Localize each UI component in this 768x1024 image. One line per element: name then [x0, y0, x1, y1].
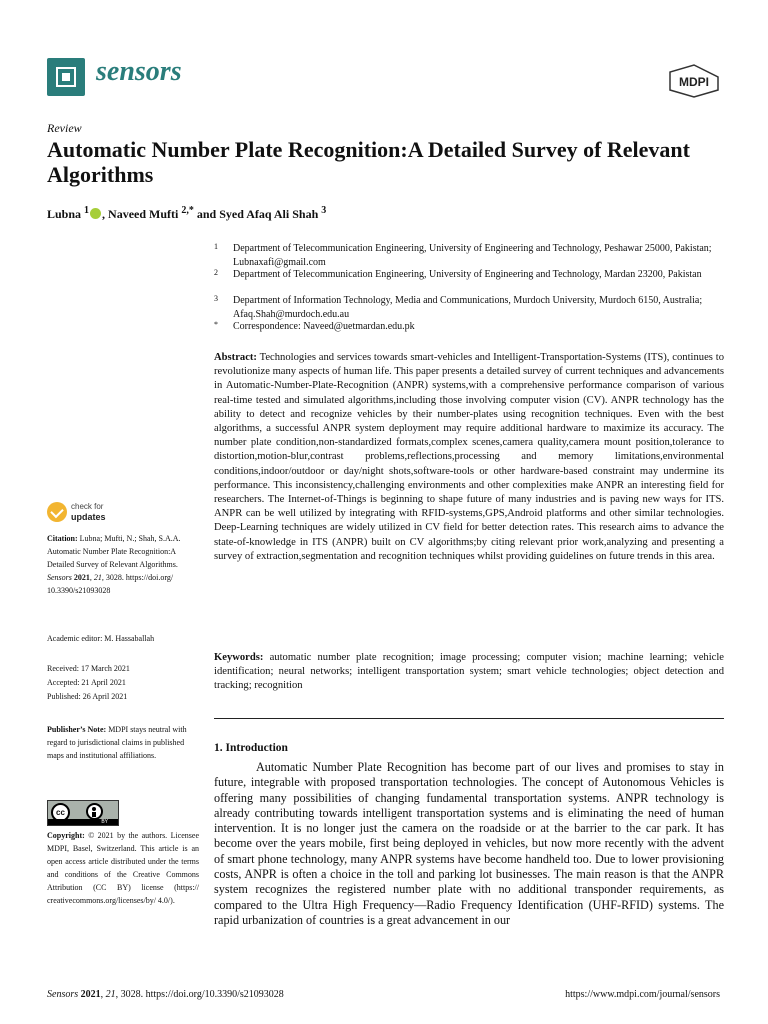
citation-year: 2021 [73, 573, 90, 582]
footer-doi-link[interactable]: , 3028. https://doi.org/10.3390/s21093028 [115, 989, 284, 1000]
journal-name: sensors [96, 56, 182, 87]
accepted-date: Accepted: 21 April 2021 [47, 678, 126, 687]
affiliation-mark: 1 [214, 242, 218, 251]
orcid-icon[interactable] [90, 208, 101, 219]
footer-journal-url[interactable]: https://www.mdpi.com/journal/sensors [565, 989, 720, 1000]
author-sup: 1 [84, 205, 90, 216]
mdpi-logo [668, 64, 720, 98]
section-heading: 1. Introduction [214, 742, 288, 754]
keywords-text: automatic number plate recognition; image processing; computer vision; machine learning; vehicle identification; neural networks; intelligent transportation system; smart vehicle technologies; object detection and tracking; recognition [214, 652, 724, 692]
affiliation-mark: 2 [214, 268, 218, 277]
author-name[interactable]: , Naveed Mufti [102, 207, 179, 221]
affiliation-text: Department of Telecommunication Engineering, University of Engineering and Technology, Mardan 23200, Pakistan [233, 269, 702, 280]
check-updates-line2: updates [71, 512, 106, 522]
journal-logo [47, 58, 85, 96]
affiliation-text: Department of Information Technology, Media and Communications, Murdoch University, Murdoch 6150, Australia; Afaq.Shah@murdoch.edu.au [233, 295, 703, 320]
abstract-text: Technologies and services towards smart-vehicles and Intelligent-Transportation-Systems (ITS), continues to revolutionize many aspects of human life. This paper presents a detailed survey of current techniques and advancements in Automatic-Number-Plate-Recognition (ANPR) systems,with a comprehensive performance comparison of various real-time tested and simulated algorithms,including those involving computer vision (CV). ANPR technology has the ability to detect and recognize vehicles by their number-plates using recognition techniques. Even with the best algorithms, a successful ANPR system deployment may require additional hardware to maximize its accuracy. The number plate condition,non-standardized formats,complex scenes,camera quality,camera mount position,tolerance to distortion,motion-blur,contrast problems,reflections,processing and memory limitations,environmental conditions,indoor/outdoor or day/night shots,software-tools or other hardware-based constraint may undermine its performance. This inconsistency,challenging environments and other complexities make ANPR an interesting field for researchers. The Internet-of-Things is beginning to shape future of many industries and is paving new ways for ITS. ANPR can be well utilized by integrating with RFID-systems,GPS,Android platforms and other similar technologies. Deep-Learning techniques are widely utilized in CV field for better detection rates. This research aims to advance the state-of-knowledge in ITS (ANPR) built on CV algorithms;by citing relevant prior work,analyzing and presenting a survey of extraction,segmentation and recognition techniques whilst providing guidelines on future trends in this area. [214, 352, 724, 562]
footer-volume: 21 [105, 989, 116, 1000]
affiliation-text: Correspondence: Naveed@uetmardan.edu.pk [233, 321, 415, 332]
cc-icon: cc [51, 803, 70, 822]
by-label: BY [48, 819, 118, 825]
publisher-note-label: Publisher’s Note: [47, 725, 107, 734]
check-icon [47, 502, 67, 522]
chip-icon [56, 67, 76, 87]
abstract-label: Abstract: [214, 352, 257, 363]
keywords [214, 651, 724, 694]
author-sup: 2,* [181, 205, 194, 216]
publisher-note-text: MDPI stays neutral with regard to jurisdictional claims in published maps and institutional affiliations. [47, 725, 187, 760]
citation-text: Lubna; Mufti, N.; Shah, S.A.A. Automatic Number Plate Recognition:A Detailed Survey of Relevant Algorithms. [47, 534, 181, 569]
copyright-text: © 2021 by the authors. Licensee MDPI, Basel, Switzerland. This article is an open access article distributed under the terms and conditions of the Creative Commons Attribution (CC BY) license (https:// creativecommons.org/licenses/by/ 4.0/). [47, 831, 200, 905]
footer-journal: Sensors [47, 989, 79, 1000]
keywords-label: Keywords: [214, 652, 264, 663]
citation-doi[interactable]: , 3028. https://doi.org/ 10.3390/s21093028 [47, 573, 174, 595]
affiliation-text: Department of Telecommunication Engineering, University of Engineering and Technology, Peshawar 25000, Pakistan; Lubnaxafi@gmail.com [233, 243, 712, 268]
affiliation-mark: 3 [214, 294, 218, 303]
affiliation-mark: * [214, 320, 218, 329]
author-sup: 3 [321, 205, 327, 216]
academic-editor: Academic editor: M. Hassaballah [47, 634, 155, 643]
author-name[interactable]: Lubna [47, 207, 82, 221]
citation: Citation: Lubna; Mufti, N.; Shah, S.A.A. Automatic Number Plate Recognition:A Detailed Survey of Relevant Algorithms. Sensors 2021, 21, 3028. https://doi.org/ 10.3390/s21093028 [47, 534, 181, 595]
mdpi-logo-text: MDPI [679, 75, 709, 89]
author-name[interactable]: and Syed Afaq Ali Shah [193, 207, 319, 221]
article-type: Review [47, 121, 82, 135]
footer-citation: Sensors 2021, 21, 3028. https://doi.org/10.3390/s21093028 [47, 989, 284, 1000]
citation-label: Citation: [47, 534, 78, 543]
copyright-label: Copyright: [47, 831, 85, 840]
received-date: Received: 17 March 2021 [47, 664, 130, 673]
author-list [47, 205, 326, 222]
attribution-icon [86, 803, 103, 820]
publisher-note [47, 723, 199, 762]
citation-journal: Sensors [47, 573, 72, 582]
abstract [214, 351, 724, 564]
cc-by-license-badge[interactable] [47, 800, 119, 826]
citation-volume: 21 [93, 573, 102, 582]
published-date: Published: 26 April 2021 [47, 692, 128, 701]
intro-paragraph: Automatic Number Plate Recognition has become part of our lives and promises to stay in future, integrable with proposed transportation technologies. The concept of Autonomous Vehicles is offering many possibilities of changing fundamental transportation systems. ANPR technology is already contributing towards intelligent transportation systems and is eliminating the need of human intervention. It is no longer just the camera on the roadside or at the barrier to the car park. It has become over the years mobile, first being deployed in vehicles, but now more recently with the advent of smart phone technology, many ANPR systems have become handheld too. Due to lower provisioning costs, ANPR is often a choice in the toll and parking lot businesses. The main reason is that the ANPR system recognizes the registered number plate with no additional transponder requirements, as compared to the Ultra High Frequency—Radio Frequency Identification (UHF-RFID) systems. The rapid urbanization of countries is a great advancement in our [214, 760, 724, 927]
footer-year: 2021 [80, 989, 101, 1000]
divider [214, 718, 724, 719]
check-updates-button[interactable] [47, 500, 127, 524]
copyright [47, 829, 199, 907]
article-title: Automatic Number Plate Recognition:A Detailed Survey of Relevant Algorithms [47, 137, 690, 187]
check-updates-line1: check for [71, 502, 104, 511]
